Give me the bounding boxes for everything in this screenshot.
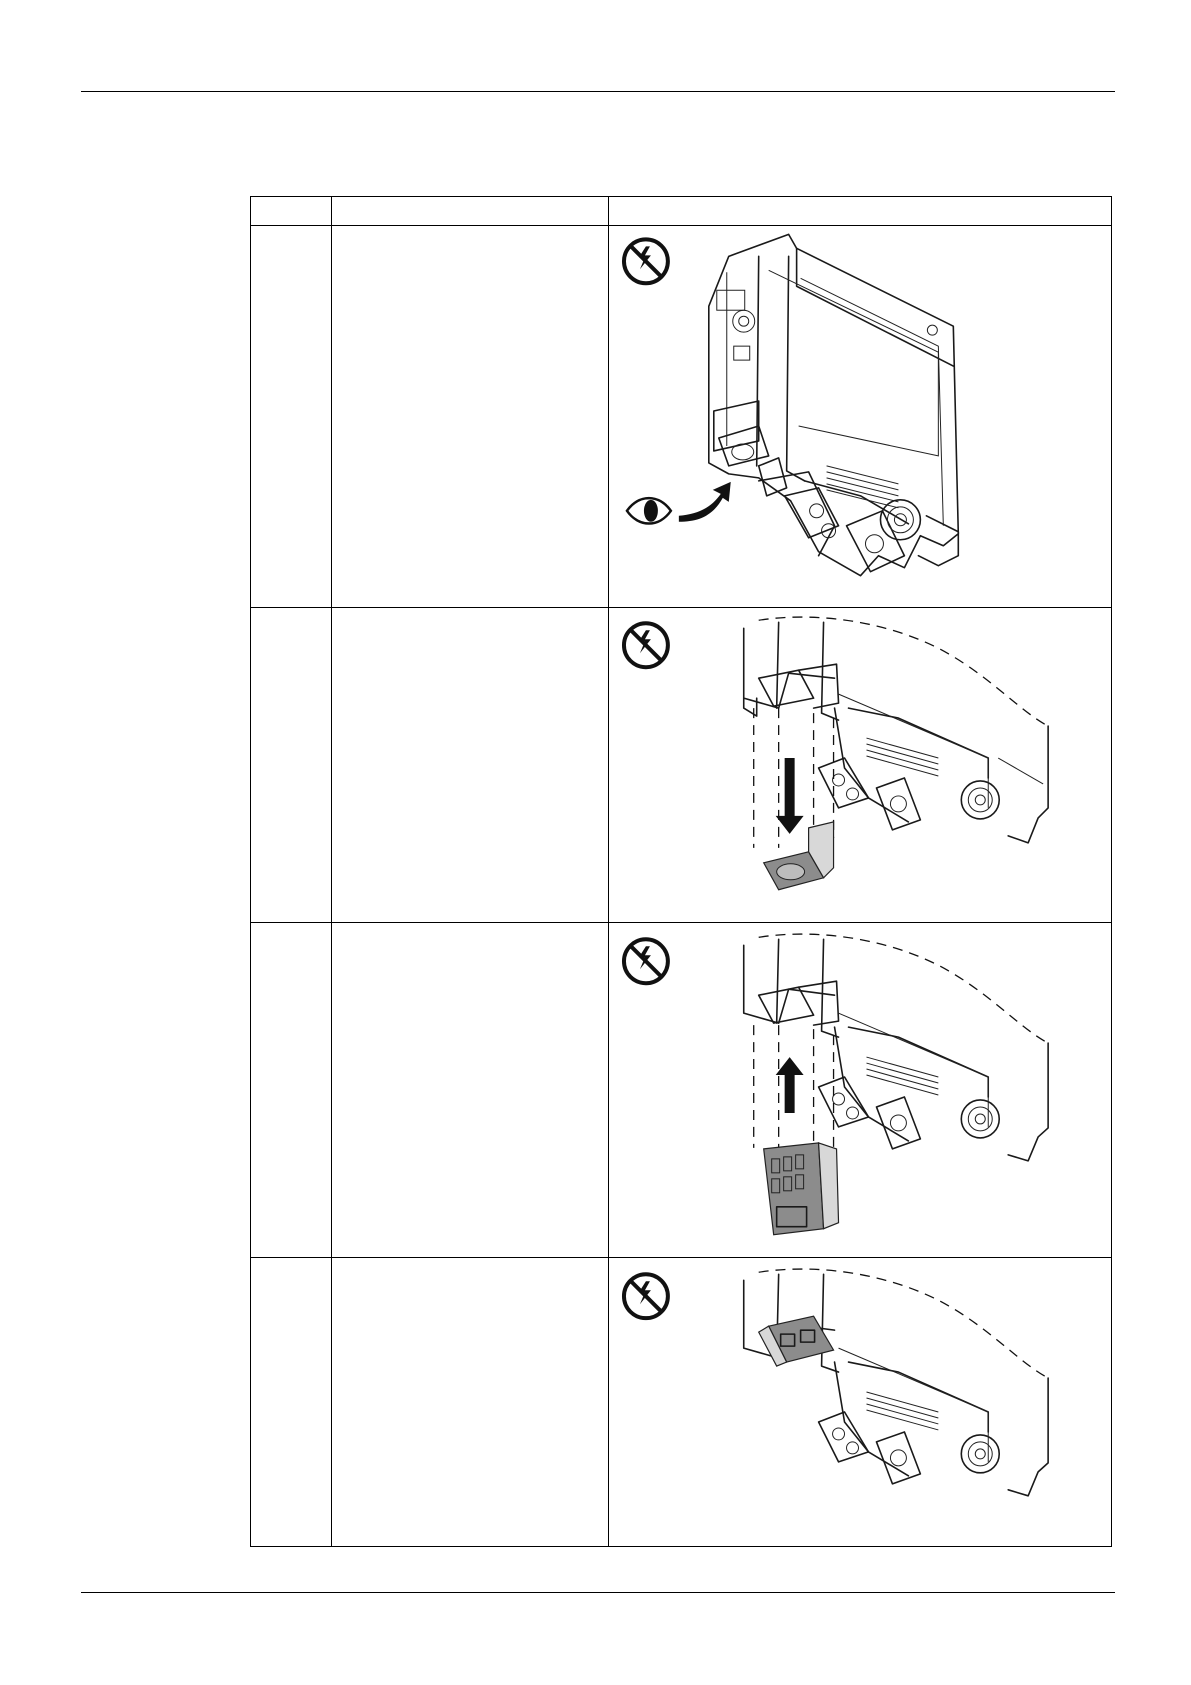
arrow-up-icon [776,1057,804,1113]
vent-slots [827,466,899,508]
step-number [251,608,331,620]
curved-arrow-icon [679,482,731,522]
step-illustration [609,1258,1112,1547]
procedure-table [250,196,1112,1547]
inserted-module [764,1143,839,1235]
drive-open-illustration [609,226,1111,607]
step-instruction [332,1258,608,1270]
removed-cover [764,822,834,890]
step-instruction [332,226,608,238]
step-number [251,226,331,238]
no-voltage-icon [624,623,668,667]
vent-slots [866,738,938,776]
step-illustration [609,608,1112,923]
table-row [251,226,1112,608]
step-instruction [332,608,608,620]
header-rule [81,91,1115,92]
step-instruction [332,923,608,935]
table-row [251,923,1112,1258]
no-voltage-icon [624,1274,668,1318]
no-voltage-icon [624,239,668,283]
cover-remove-illustration [609,608,1111,922]
step-illustration [609,226,1112,608]
header-illustration [609,197,1112,226]
drive-housing [744,934,1048,1161]
no-voltage-icon [624,939,668,983]
footer-rule [81,1592,1115,1593]
table-row [251,1258,1112,1547]
vent-slots [866,1057,938,1095]
module-installed-illustration [609,1258,1111,1546]
arrow-down-icon [776,758,804,834]
eye-icon [627,498,671,523]
fan [961,781,999,819]
module-insert-illustration [609,923,1111,1257]
fan [961,1100,999,1138]
vent-slots [866,1392,938,1430]
step-number [251,1258,331,1270]
table-row [251,608,1112,923]
header-step [251,197,332,226]
table-header-row [251,197,1112,226]
drive-housing [709,234,959,575]
step-number [251,923,331,935]
drive-housing [744,1269,1048,1496]
header-action [332,197,609,226]
fan [961,1435,999,1473]
step-illustration [609,923,1112,1258]
